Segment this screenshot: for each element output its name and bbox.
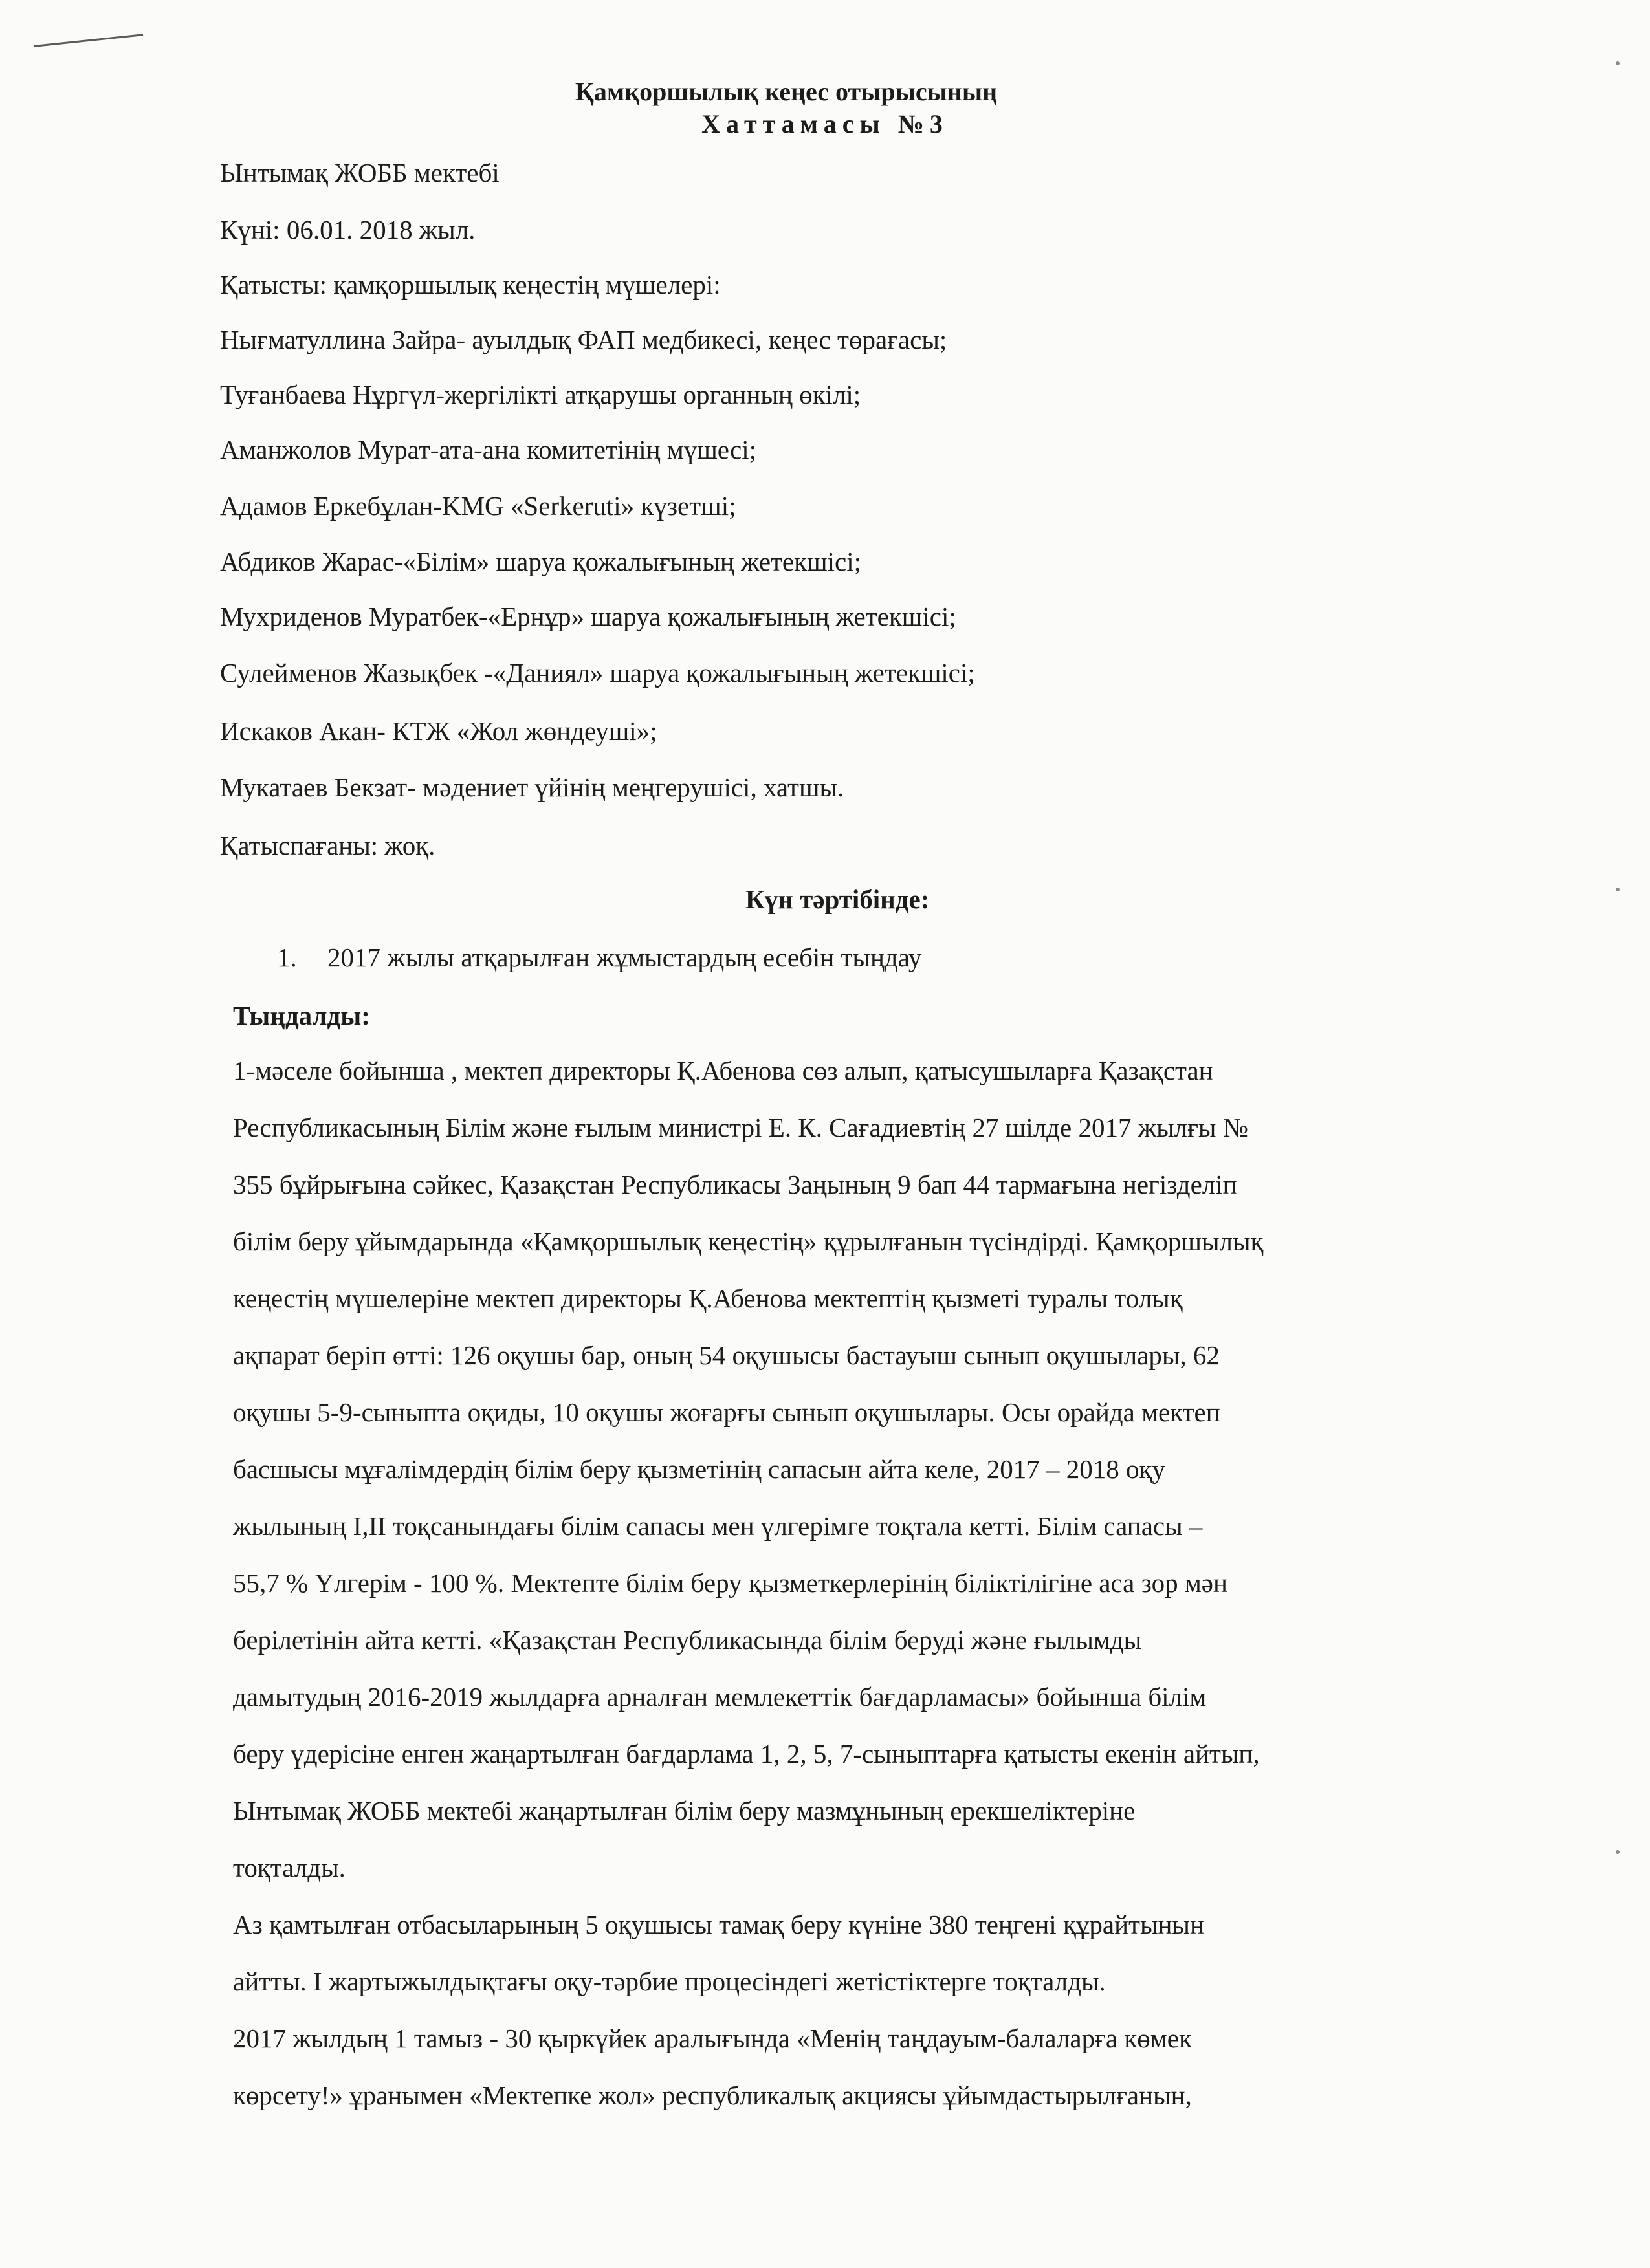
member-line: Нығматуллина Зайра- ауылдық ФАП медбикесі, кеңес төрағасы; bbox=[220, 325, 947, 354]
body-line: 355 бұйрығына сәйкес, Қазақстан Республикасы Заңының 9 бап 44 тармағына негізделіп bbox=[233, 1170, 1237, 1199]
school-name: Ынтымақ ЖОББ мектебі bbox=[220, 158, 500, 188]
agenda-item-text: 2017 жылы атқарылған жұмыстардың есебін тыңдау bbox=[327, 943, 922, 972]
agenda-item-number: 1. bbox=[277, 943, 297, 972]
document-title: Қамқоршылық кеңес отырысының bbox=[575, 77, 998, 106]
edge-dot bbox=[1616, 1850, 1620, 1854]
agenda-item bbox=[277, 941, 921, 974]
body-line: 1-мәселе бойынша , мектеп директоры Қ.Абенова сөз алып, қатысушыларға Қазақстан bbox=[233, 1056, 1213, 1085]
body-line: тоқталды. bbox=[233, 1853, 346, 1882]
member-line: Адамов Еркебұлан-KMG «Serkeruti» күзетші; bbox=[220, 491, 736, 521]
body-line: берілетінін айта кетті. «Қазақстан Республикасында білім беруді және ғылымды bbox=[233, 1625, 1142, 1655]
body-line: 55,7 % Үлгерім - 100 %. Мектепте білім беру қызметкерлерінің біліктілігіне аса зор мән bbox=[233, 1568, 1227, 1598]
body-line: Ынтымақ ЖОББ мектебі жаңартылған білім беру мазмұнының ерекшеліктеріне bbox=[233, 1796, 1136, 1826]
body-line: Аз қамтылған отбасыларының 5 оқушысы тамақ беру күніне 380 теңгені құрайтынын bbox=[233, 1910, 1204, 1939]
member-line: Сулейменов Жазықбек -«Даниял» шаруа қожалығының жетекшісі; bbox=[220, 658, 975, 688]
member-line: Туғанбаева Нұргүл-жергілікті атқарушы органның өкілі; bbox=[220, 380, 861, 409]
meeting-date: Күні: 06.01. 2018 жыл. bbox=[220, 215, 476, 245]
attendees-label: Қатысты: қамқоршылық кеңестің мүшелері: bbox=[220, 270, 721, 300]
member-line: Мухриденов Муратбек-«Ернұр» шаруа қожалығының жетекшісі; bbox=[220, 602, 956, 631]
edge-dot bbox=[1616, 61, 1620, 65]
body-line: дамытудың 2016-2019 жылдарға арналған мемлекеттік бағдарламасы» бойынша білім bbox=[233, 1682, 1207, 1712]
body-line: кеңестің мүшелеріне мектеп директоры Қ.Абенова мектептің қызметі туралы толық bbox=[233, 1283, 1183, 1313]
body-line: көрсету!» ұранымен «Мектепке жол» республикалық акциясы ұйымдастырылғанын, bbox=[233, 2080, 1192, 2110]
heard-label: Тыңдалды: bbox=[233, 1001, 370, 1030]
member-line: Абдиков Жарас-«Білім» шаруа қожалығының жетекшісі; bbox=[220, 547, 861, 576]
member-line: Мукатаев Бекзат- мәдениет үйінің меңгерушісі, хатшы. bbox=[220, 772, 844, 802]
member-line: Искаков Акан- КТЖ «Жол жөндеуші»; bbox=[220, 716, 657, 746]
agenda-heading: Күн тәртібінде: bbox=[745, 884, 930, 914]
body-line: ақпарат беріп өтті: 126 оқушы бар, оның 54 оқушысы бастауыш сынып оқушылары, 62 bbox=[233, 1340, 1220, 1370]
edge-dot bbox=[1616, 888, 1620, 891]
body-line: Республикасының Білім және ғылым министрі Е. К. Сағадиевтің 27 шілде 2017 жылғы № bbox=[233, 1113, 1248, 1142]
member-line: Аманжолов Мурат-ата-ана комитетінің мүшесі; bbox=[220, 435, 756, 464]
body-line: айтты. I жартыжылдықтағы оқу-тәрбие процесіндегі жетістіктерге тоқталды. bbox=[233, 1967, 1106, 1996]
body-line: жылының I,II тоқсанындағы білім сапасы мен үлгерімге тоқтала кетті. Білім сапасы – bbox=[233, 1511, 1203, 1541]
pen-mark bbox=[34, 34, 143, 47]
body-line: беру үдерісіне енген жаңартылған бағдарлама 1, 2, 5, 7-сыныптарға қатысты екенін айтып, bbox=[233, 1739, 1260, 1769]
body-line: білім беру ұйымдарында «Қамқоршылық кеңестің» құрылғанын түсіндірді. Қамқоршылық bbox=[233, 1227, 1264, 1256]
body-line: оқушы 5-9-сыныпта оқиды, 10 оқушы жоғарғы сынып оқушылары. Осы орайда мектеп bbox=[233, 1397, 1220, 1427]
body-line: 2017 жылдың 1 тамыз - 30 қыркүйек аралығында «Менің таңдауым-балаларға көмек bbox=[233, 2023, 1192, 2053]
absent-line: Қатыспағаны: жоқ. bbox=[220, 831, 435, 860]
body-line: басшысы мұғалімдердің білім беру қызметінің сапасын айта келе, 2017 – 2018 оқу bbox=[233, 1454, 1165, 1484]
document-subtitle: Хаттамасы №3 bbox=[701, 109, 949, 138]
